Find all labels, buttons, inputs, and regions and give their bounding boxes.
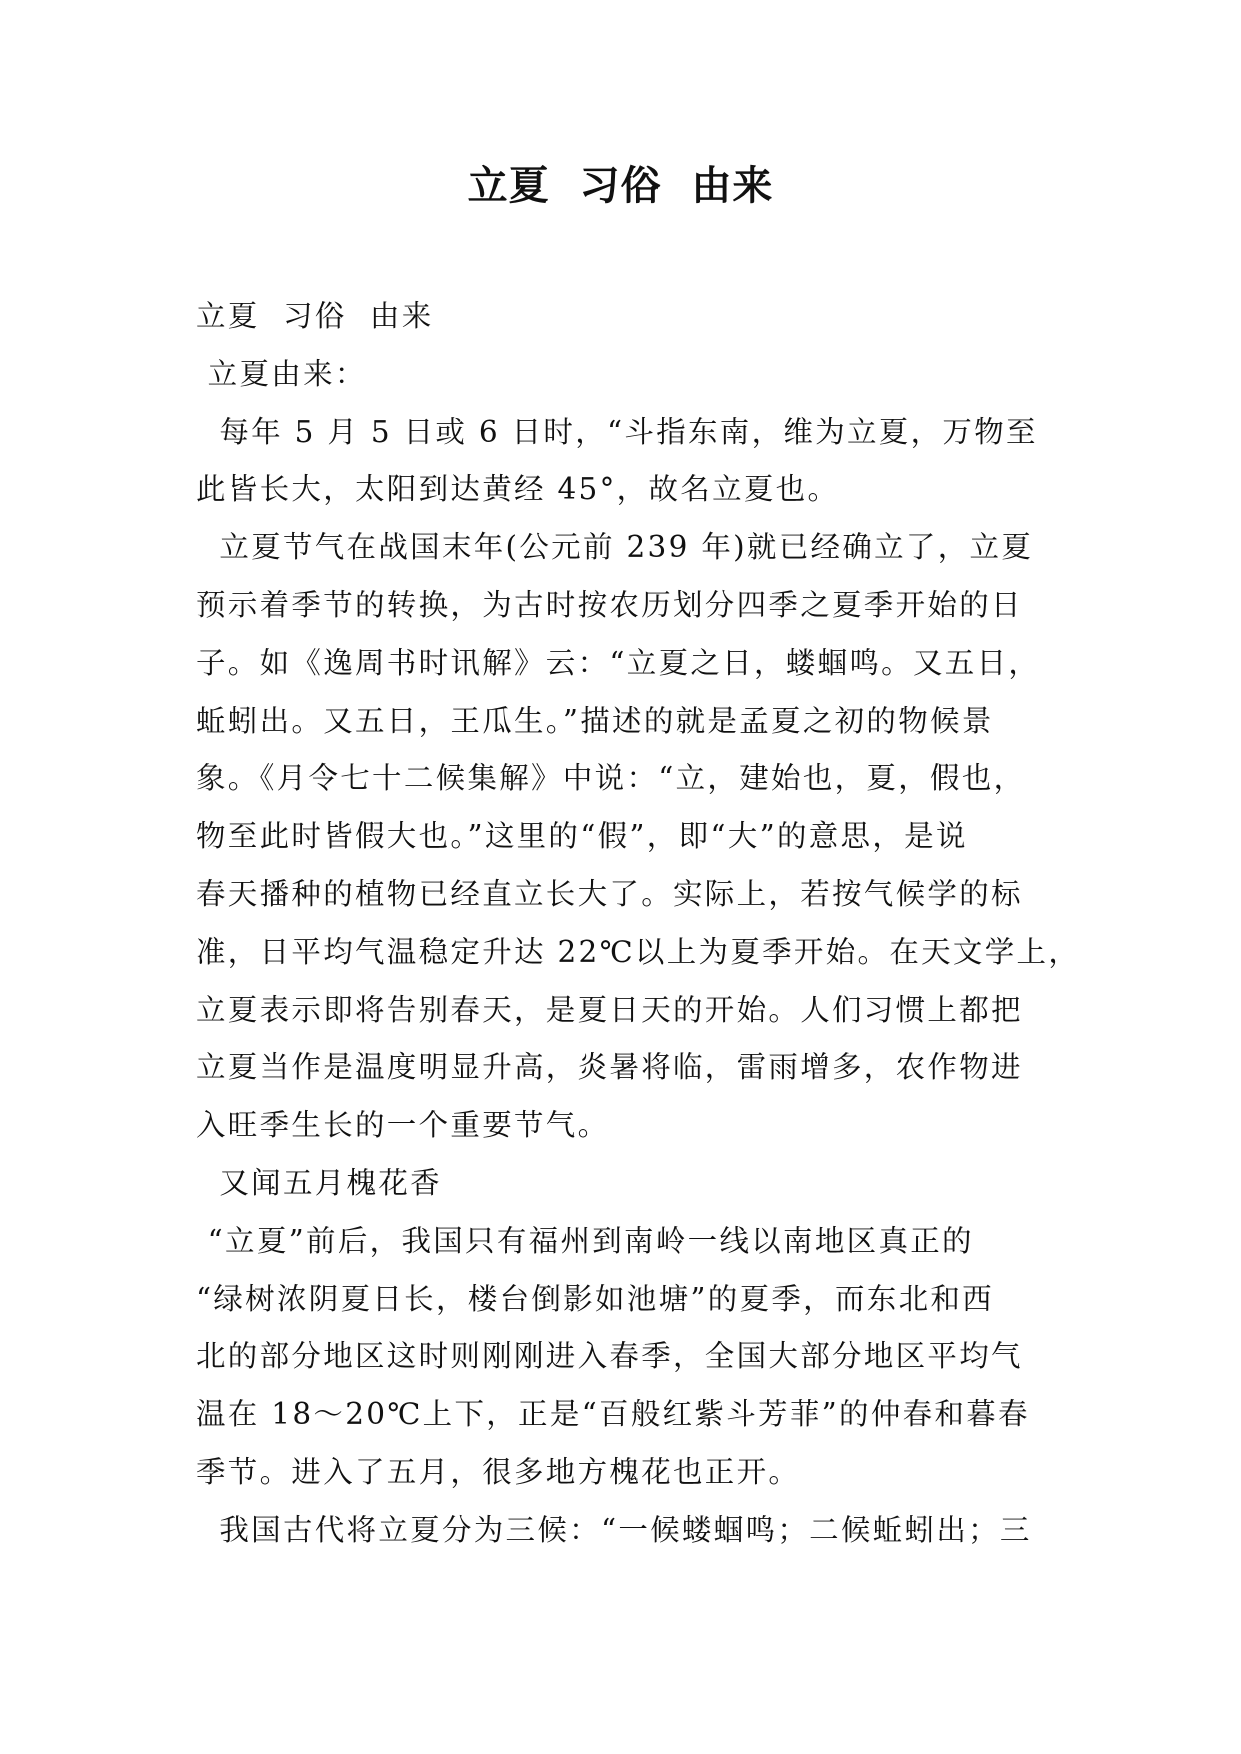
body-line: 此皆长大，太阳到达黄经 45°，故名立夏也。 bbox=[196, 472, 840, 507]
body-line: 立夏节气在战国末年(公元前 239 年)就已经确立了，立夏 bbox=[196, 530, 1034, 565]
body-line: 预示着季节的转换，为古时按农历划分四季之夏季开始的日 bbox=[196, 587, 1023, 622]
body-line: 立夏当作是温度明显升高，炎暑将临，雷雨增多，农作物进 bbox=[196, 1050, 1023, 1085]
body-line: 象。《月令七十二候集解》中说：“立，建始也，夏，假也， bbox=[196, 761, 1026, 796]
body-line: 又闻五月槐花香 bbox=[196, 1165, 442, 1200]
body-line: 北的部分地区这时则刚刚进入春季，全国大部分地区平均气 bbox=[196, 1339, 1023, 1374]
body-line: 物至此时皆假大也。”这里的“假”，即“大”的意思，是说 bbox=[196, 819, 968, 854]
body-line: 立夏表示即将告别春天，是夏日天的开始。人们习惯上都把 bbox=[196, 992, 1023, 1027]
body-line: 我国古代将立夏分为三候：“一候蝼蝈鸣；二候蚯蚓出；三 bbox=[196, 1512, 1032, 1547]
document-body bbox=[196, 288, 1081, 1560]
document-title: 立夏 习俗 由来 bbox=[467, 162, 774, 209]
body-line: 春天播种的植物已经直立长大了。实际上，若按气候学的标 bbox=[196, 876, 1023, 911]
body-line: 季节。进入了五月，很多地方槐花也正开。 bbox=[196, 1454, 801, 1489]
body-line: 每年 5 月 5 日或 6 日时，“斗指东南，维为立夏，万物至 bbox=[196, 414, 1038, 449]
body-line: 蚯蚓出。又五日，王瓜生。”描述的就是孟夏之初的物候景 bbox=[196, 703, 994, 738]
body-line: 温在 18～20℃上下，正是“百般红紫斗芳菲”的仲春和暮春 bbox=[196, 1397, 1030, 1432]
body-line: “立夏”前后，我国只有福州到南岭一线以南地区真正的 bbox=[196, 1223, 974, 1258]
body-line: “绿树浓阴夏日长，楼台倒影如池塘”的夏季，而东北和西 bbox=[196, 1281, 994, 1316]
body-line: 准，日平均气温稳定升达 22℃以上为夏季开始。在天文学上， bbox=[196, 934, 1081, 969]
body-line: 子。如《逸周书时讯解》云：“立夏之日，蝼蝈鸣。又五日， bbox=[196, 645, 1041, 680]
body-line: 入旺季生长的一个重要节气。 bbox=[196, 1108, 610, 1143]
body-line: 立夏由来： bbox=[196, 356, 367, 391]
body-line: 立夏 习俗 由来 bbox=[196, 299, 434, 333]
